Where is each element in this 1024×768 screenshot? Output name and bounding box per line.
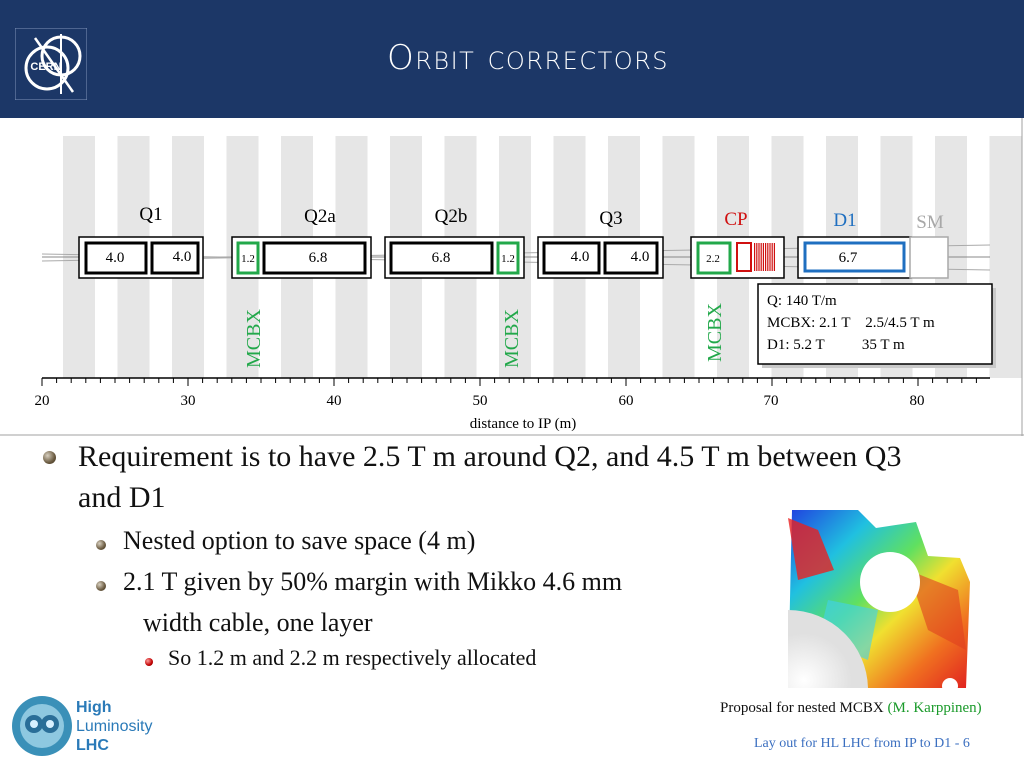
tick-label-80: 80 — [909, 393, 925, 409]
q2a-seg-2: 6.8 — [308, 250, 328, 266]
bullet-dot — [43, 451, 56, 464]
q1-label: Q1 — [139, 204, 163, 225]
q3-label: Q3 — [599, 208, 623, 229]
cp-coil-bar — [769, 243, 770, 271]
q2b-seg-2: 1.2 — [501, 253, 515, 265]
q2a-seg-1: 1.2 — [241, 253, 255, 265]
tick-label-40: 40 — [326, 393, 342, 409]
cp-coil-bar — [754, 243, 755, 271]
d1-seg-1: 6.7 — [838, 250, 858, 266]
magnet-sm — [910, 212, 948, 278]
q2b-label: Q2b — [434, 206, 468, 227]
magnet-layout-diagram — [0, 118, 1024, 436]
cp-label: CP — [724, 209, 748, 230]
cern-logo-text: CERN — [30, 61, 62, 73]
hl-logo-line1: High — [76, 699, 112, 716]
cp-coil-bar — [767, 243, 768, 271]
bullet-field-margin: 2.1 T given by 50% margin with Mikko 4.6 mm — [123, 567, 623, 596]
mcbx-label-1: MCBX — [243, 309, 265, 368]
hl-logo-line3: LHC — [76, 737, 109, 754]
bullet-dot — [96, 581, 106, 591]
info-line-2: MCBX: 2.1 T 2.5/4.5 T m — [767, 315, 935, 331]
page-title: Orbit correctors — [386, 38, 670, 78]
q1-seg-1: 4.0 — [105, 250, 125, 266]
cp-coil-bar — [772, 243, 773, 271]
tick-label-20: 20 — [34, 393, 50, 409]
cp-coil-bar — [763, 243, 764, 271]
caption-text: Proposal for nested MCBX — [720, 700, 888, 716]
image-caption — [720, 700, 982, 717]
bullet-dot — [96, 540, 106, 550]
tick-label-60: 60 — [618, 393, 634, 409]
x-axis-label: distance to IP (m) — [469, 416, 577, 432]
cp-coil-bar — [761, 243, 762, 271]
tick-label-30: 30 — [180, 393, 196, 409]
q1-seg-2: 4.0 — [172, 249, 192, 265]
parameters-box — [758, 284, 996, 368]
caption-author: (M. Karppinen) — [887, 700, 982, 716]
field-map-image — [788, 510, 970, 688]
cp-seg-1: 2.2 — [706, 253, 720, 265]
q2b-seg-1: 6.8 — [431, 250, 451, 266]
bullet-field-margin-cont: width cable, one layer — [143, 608, 373, 637]
bullet-requirement: Requirement is to have 2.5 T m around Q2, and 4.5 T m between Q3 and D1 — [78, 440, 902, 514]
tick-label-70: 70 — [763, 393, 779, 409]
tick-label-50: 50 — [472, 393, 488, 409]
q3-seg-2: 4.0 — [630, 249, 650, 265]
q3-seg-1: 4.0 — [570, 249, 590, 265]
cp-coil-bar — [756, 243, 757, 271]
sm-label: SM — [916, 212, 944, 233]
q2a-label: Q2a — [304, 206, 336, 227]
hl-lhc-logo — [6, 690, 176, 760]
d1-label: D1 — [833, 210, 857, 231]
info-line-3: D1: 5.2 T 35 T m — [767, 337, 905, 353]
header-bar — [0, 0, 1024, 118]
mcbx-label-2: MCBX — [501, 309, 523, 368]
cp-coil-bar — [765, 243, 766, 271]
info-line-1: Q: 140 T/m — [767, 293, 837, 309]
cp-coil-bar — [758, 243, 759, 271]
hl-logo-line2: Luminosity — [76, 718, 153, 735]
bullet-nested-option: Nested option to save space (4 m) — [123, 526, 476, 555]
bullet-dot — [145, 658, 153, 666]
slide-footer: Lay out for HL LHC from IP to D1 - 6 — [754, 736, 970, 751]
mcbx-label-3: MCBX — [704, 303, 726, 362]
bullet-allocation: So 1.2 m and 2.2 m respectively allocated — [168, 645, 537, 670]
cp-coil-bar — [774, 243, 775, 271]
